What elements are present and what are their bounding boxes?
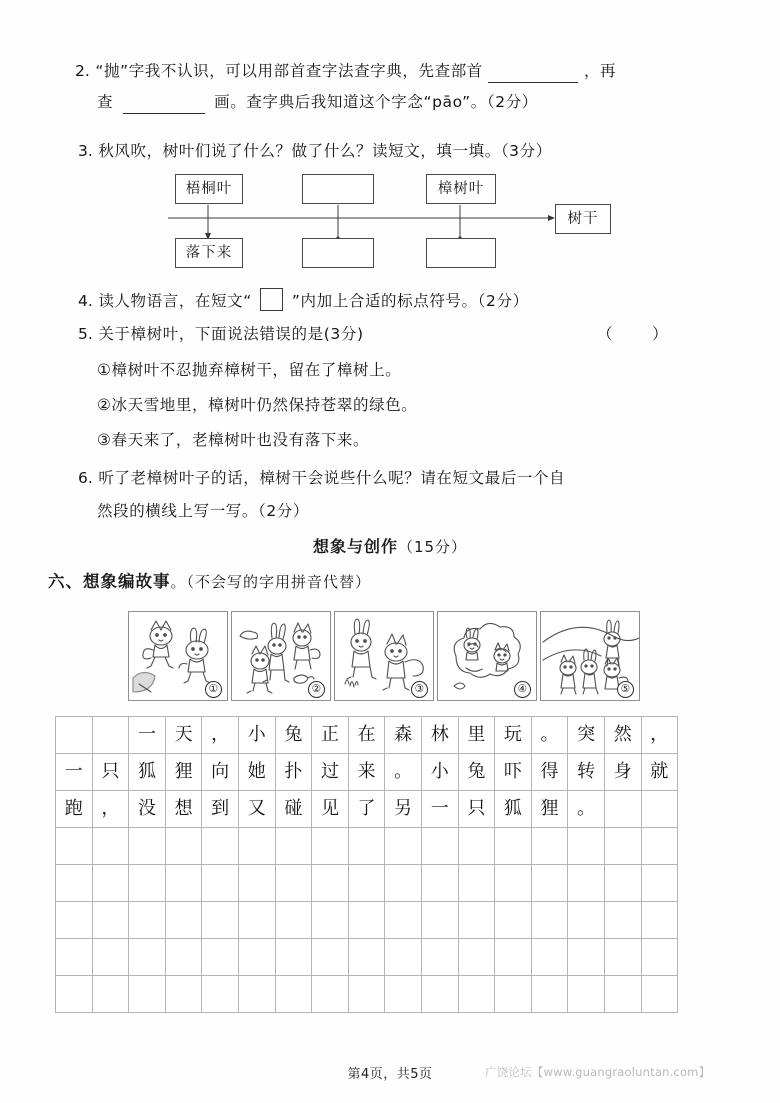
grid-cell[interactable]: [641, 902, 678, 939]
question-2-text-a: “抛”字我不认识，可以用部首查字法查字典，先查部首: [95, 62, 483, 80]
grid-cell[interactable]: [56, 976, 93, 1013]
grid-cell[interactable]: [568, 976, 605, 1013]
grid-cell[interactable]: [495, 939, 532, 976]
grid-cell[interactable]: ，: [202, 717, 239, 754]
grid-cell[interactable]: 转: [568, 754, 605, 791]
grid-cell[interactable]: [348, 865, 385, 902]
big-question-number: 六、: [48, 572, 83, 591]
question-3-number: 3.: [78, 142, 93, 160]
grid-cell[interactable]: [348, 828, 385, 865]
grid-cell[interactable]: [92, 717, 129, 754]
grid-cell[interactable]: [312, 902, 349, 939]
grid-cell[interactable]: 吓: [495, 754, 532, 791]
grid-cell[interactable]: 狐: [129, 754, 166, 791]
question-2-blank-1[interactable]: [488, 68, 578, 83]
grid-cell[interactable]: [275, 902, 312, 939]
flow-bottom-box-3[interactable]: [426, 238, 496, 268]
question-2-blank-2[interactable]: [123, 99, 205, 114]
grid-cell[interactable]: [604, 976, 641, 1013]
grid-cell[interactable]: 扑: [275, 754, 312, 791]
question-3: [78, 140, 552, 163]
grid-row: [56, 976, 678, 1013]
paren-right: ）: [652, 325, 669, 343]
big-question-title: 想象编故事: [83, 572, 171, 591]
grid-cell[interactable]: [458, 939, 495, 976]
comic-panel-1[interactable]: [128, 611, 228, 701]
flow-end-box-trunk: 树干: [555, 204, 611, 234]
grid-cell[interactable]: [238, 939, 275, 976]
question-2-line-2: [97, 91, 538, 114]
grid-cell[interactable]: [641, 939, 678, 976]
grid-cell[interactable]: [129, 865, 166, 902]
grid-cell[interactable]: [568, 865, 605, 902]
grid-cell[interactable]: 森: [385, 717, 422, 754]
question-2-line-1: [75, 60, 616, 83]
grid-cell[interactable]: [56, 902, 93, 939]
question-5: [78, 323, 364, 346]
section-heading: [0, 534, 780, 557]
question-5-option-2[interactable]: ②冰天雪地里，樟树叶仍然保持苍翠的绿色。: [97, 396, 418, 414]
comic-panel-2[interactable]: [231, 611, 331, 701]
grid-cell[interactable]: 正: [312, 717, 349, 754]
grid-cell[interactable]: 另: [385, 791, 422, 828]
grid-cell[interactable]: [531, 902, 568, 939]
grid-cell[interactable]: 。: [568, 791, 605, 828]
grid-cell[interactable]: [531, 939, 568, 976]
question-6-text-a: 听了老樟树叶子的话，樟树干会说些什么呢？请在短文最后一个自: [98, 469, 566, 487]
grid-cell[interactable]: 兔: [458, 754, 495, 791]
grid-cell[interactable]: 了: [348, 791, 385, 828]
grid-cell[interactable]: [421, 902, 458, 939]
site-watermark: 广饶论坛【www.guangraoluntan.com】: [485, 1065, 711, 1079]
grid-cell[interactable]: [568, 902, 605, 939]
question-6-line-1: [78, 467, 565, 490]
grid-cell[interactable]: [92, 939, 129, 976]
grid-cell[interactable]: 。: [385, 754, 422, 791]
grid-cell[interactable]: [92, 828, 129, 865]
grid-cell[interactable]: [458, 865, 495, 902]
grid-cell[interactable]: [165, 976, 202, 1013]
grid-cell[interactable]: [348, 902, 385, 939]
grid-cell[interactable]: [495, 865, 532, 902]
comic-panel-5[interactable]: [540, 611, 640, 701]
grid-cell[interactable]: [604, 902, 641, 939]
grid-row: [56, 828, 678, 865]
grid-cell[interactable]: [165, 865, 202, 902]
question-5-text: 关于樟树叶，下面说法错误的是(3分): [98, 325, 364, 343]
grid-cell[interactable]: 突: [568, 717, 605, 754]
grid-cell[interactable]: [604, 865, 641, 902]
flow-top-box-1[interactable]: 梧桐叶: [175, 174, 243, 204]
big-question-six: [48, 568, 371, 592]
question-2-number: 2.: [75, 62, 90, 80]
grid-cell[interactable]: [56, 939, 93, 976]
grid-cell[interactable]: 想: [165, 791, 202, 828]
grid-cell[interactable]: 来: [348, 754, 385, 791]
grid-cell[interactable]: [202, 828, 239, 865]
grid-cell[interactable]: 一: [56, 754, 93, 791]
grid-cell[interactable]: 在: [348, 717, 385, 754]
grid-cell[interactable]: [604, 939, 641, 976]
question-4-number: 4.: [78, 292, 93, 310]
grid-cell[interactable]: [92, 902, 129, 939]
flow-bottom-box-2[interactable]: [302, 238, 374, 268]
question-2-text-d: 画。查字典后我知道这个字念“pāo”。（2分）: [214, 93, 538, 111]
comic-panel-4[interactable]: [437, 611, 537, 701]
grid-cell[interactable]: [421, 828, 458, 865]
flow-bottom-box-1[interactable]: 落下来: [175, 238, 243, 268]
grid-cell[interactable]: [348, 939, 385, 976]
grid-cell[interactable]: [275, 939, 312, 976]
grid-cell[interactable]: [312, 865, 349, 902]
question-4: [78, 288, 529, 313]
grid-cell[interactable]: [385, 902, 422, 939]
grid-cell[interactable]: [238, 865, 275, 902]
grid-cell[interactable]: 一: [421, 791, 458, 828]
grid-cell[interactable]: 狸: [531, 791, 568, 828]
question-5-number: 5.: [78, 325, 93, 343]
grid-row: [56, 717, 678, 754]
flow-top-box-3[interactable]: 樟树叶: [426, 174, 496, 204]
grid-row: [56, 791, 678, 828]
grid-cell[interactable]: 狐: [495, 791, 532, 828]
flow-top-box-2[interactable]: [302, 174, 374, 204]
grid-cell[interactable]: [531, 976, 568, 1013]
grid-cell[interactable]: 狸: [165, 754, 202, 791]
grid-cell[interactable]: 她: [238, 754, 275, 791]
grid-cell[interactable]: 玩: [495, 717, 532, 754]
grid-cell[interactable]: [238, 828, 275, 865]
grid-cell[interactable]: 只: [92, 754, 129, 791]
grid-cell[interactable]: [165, 939, 202, 976]
grid-cell[interactable]: [202, 976, 239, 1013]
grid-cell[interactable]: [238, 902, 275, 939]
grid-cell[interactable]: [56, 828, 93, 865]
grid-cell[interactable]: [238, 976, 275, 1013]
grid-cell[interactable]: [92, 865, 129, 902]
grid-cell[interactable]: [165, 902, 202, 939]
grid-cell[interactable]: 得: [531, 754, 568, 791]
grid-cell[interactable]: 碰: [275, 791, 312, 828]
grid-cell[interactable]: [202, 939, 239, 976]
page-footer: 第4页，共5页: [347, 1067, 433, 1082]
grid-cell[interactable]: [641, 865, 678, 902]
grid-cell[interactable]: [165, 828, 202, 865]
grid-cell[interactable]: [275, 865, 312, 902]
grid-cell[interactable]: 过: [312, 754, 349, 791]
grid-cell[interactable]: [385, 865, 422, 902]
grid-cell[interactable]: [129, 828, 166, 865]
grid-cell[interactable]: [275, 828, 312, 865]
grid-cell[interactable]: 天: [165, 717, 202, 754]
comic-panel-5-label: ⑤: [617, 681, 634, 698]
grid-cell[interactable]: 。: [531, 717, 568, 754]
comic-strip: [128, 611, 640, 701]
leaf-flow-diagram: [150, 168, 630, 273]
grid-cell[interactable]: [92, 976, 129, 1013]
grid-cell[interactable]: [202, 865, 239, 902]
section-heading-points: （15分）: [397, 538, 468, 556]
question-2-text-b: ，再: [583, 62, 617, 80]
grid-cell[interactable]: [312, 976, 349, 1013]
grid-cell[interactable]: [458, 828, 495, 865]
grid-cell[interactable]: [495, 976, 532, 1013]
comic-panel-1-label: ①: [205, 681, 222, 698]
comic-panel-2-label: ②: [308, 681, 325, 698]
comic-panel-4-label: ④: [514, 681, 531, 698]
grid-cell[interactable]: 又: [238, 791, 275, 828]
grid-cell[interactable]: [312, 828, 349, 865]
question-4-text-b: ”内加上合适的标点符号。（2分）: [291, 292, 529, 310]
grid-cell[interactable]: [385, 976, 422, 1013]
grid-cell[interactable]: [385, 939, 422, 976]
grid-cell[interactable]: [531, 828, 568, 865]
grid-cell[interactable]: [421, 976, 458, 1013]
grid-cell[interactable]: 小: [238, 717, 275, 754]
comic-panel-3-label: ③: [411, 681, 428, 698]
grid-cell[interactable]: [275, 976, 312, 1013]
grid-cell[interactable]: [56, 717, 93, 754]
grid-cell[interactable]: 身: [604, 754, 641, 791]
grid-cell[interactable]: [202, 902, 239, 939]
paren-left: （: [597, 325, 614, 343]
grid-cell[interactable]: 没: [129, 791, 166, 828]
question-5-option-3[interactable]: ③春天来了，老樟树叶也没有落下来。: [97, 431, 370, 449]
grid-cell[interactable]: [568, 939, 605, 976]
question-4-answer-box[interactable]: [260, 288, 283, 311]
grid-cell[interactable]: [129, 902, 166, 939]
grid-cell[interactable]: 林: [421, 717, 458, 754]
composition-writing-grid[interactable]: [55, 716, 678, 1013]
question-4-text-a: 读人物语言，在短文“: [98, 292, 252, 310]
grid-cell[interactable]: [385, 828, 422, 865]
grid-cell[interactable]: [458, 976, 495, 1013]
grid-row: [56, 865, 678, 902]
grid-cell[interactable]: [495, 828, 532, 865]
grid-cell[interactable]: 兔: [275, 717, 312, 754]
grid-cell[interactable]: [495, 902, 532, 939]
grid-cell[interactable]: [531, 865, 568, 902]
grid-cell[interactable]: [641, 828, 678, 865]
grid-cell[interactable]: [129, 939, 166, 976]
grid-cell[interactable]: 到: [202, 791, 239, 828]
grid-cell[interactable]: 一: [129, 717, 166, 754]
grid-cell[interactable]: 就: [641, 754, 678, 791]
grid-cell[interactable]: 向: [202, 754, 239, 791]
grid-cell[interactable]: [421, 865, 458, 902]
grid-cell[interactable]: [604, 828, 641, 865]
grid-row: [56, 939, 678, 976]
grid-body: [56, 717, 678, 1013]
question-6-line-2: 然段的横线上写一写。（2分）: [97, 502, 310, 520]
grid-row: [56, 902, 678, 939]
grid-cell[interactable]: [421, 939, 458, 976]
grid-cell[interactable]: [458, 902, 495, 939]
grid-cell[interactable]: [641, 791, 678, 828]
grid-cell[interactable]: [641, 976, 678, 1013]
grid-cell[interactable]: [348, 976, 385, 1013]
grid-cell[interactable]: 跑: [56, 791, 93, 828]
grid-cell[interactable]: [604, 791, 641, 828]
question-3-text: 秋风吹，树叶们说了什么？做了什么？读短文，填一填。（3分）: [98, 142, 552, 160]
grid-cell[interactable]: ，: [92, 791, 129, 828]
grid-row: [56, 754, 678, 791]
grid-cell[interactable]: [129, 976, 166, 1013]
question-6-number: 6.: [78, 469, 93, 487]
grid-cell[interactable]: ，: [641, 717, 678, 754]
grid-cell[interactable]: 里: [458, 717, 495, 754]
question-5-answer-parens[interactable]: [597, 323, 668, 346]
grid-cell[interactable]: 然: [604, 717, 641, 754]
comic-panel-3[interactable]: [334, 611, 434, 701]
big-question-note: 。（不会写的字用拼音代替）: [170, 573, 372, 591]
question-2-text-c: 查: [97, 93, 114, 111]
grid-cell[interactable]: 小: [421, 754, 458, 791]
grid-cell[interactable]: [312, 939, 349, 976]
grid-cell[interactable]: 只: [458, 791, 495, 828]
grid-cell[interactable]: [568, 828, 605, 865]
grid-cell[interactable]: [56, 865, 93, 902]
section-heading-title: 想象与创作: [312, 537, 398, 556]
grid-cell[interactable]: 见: [312, 791, 349, 828]
question-5-option-1[interactable]: ①樟树叶不忍抛弃樟树干，留在了樟树上。: [97, 361, 402, 379]
